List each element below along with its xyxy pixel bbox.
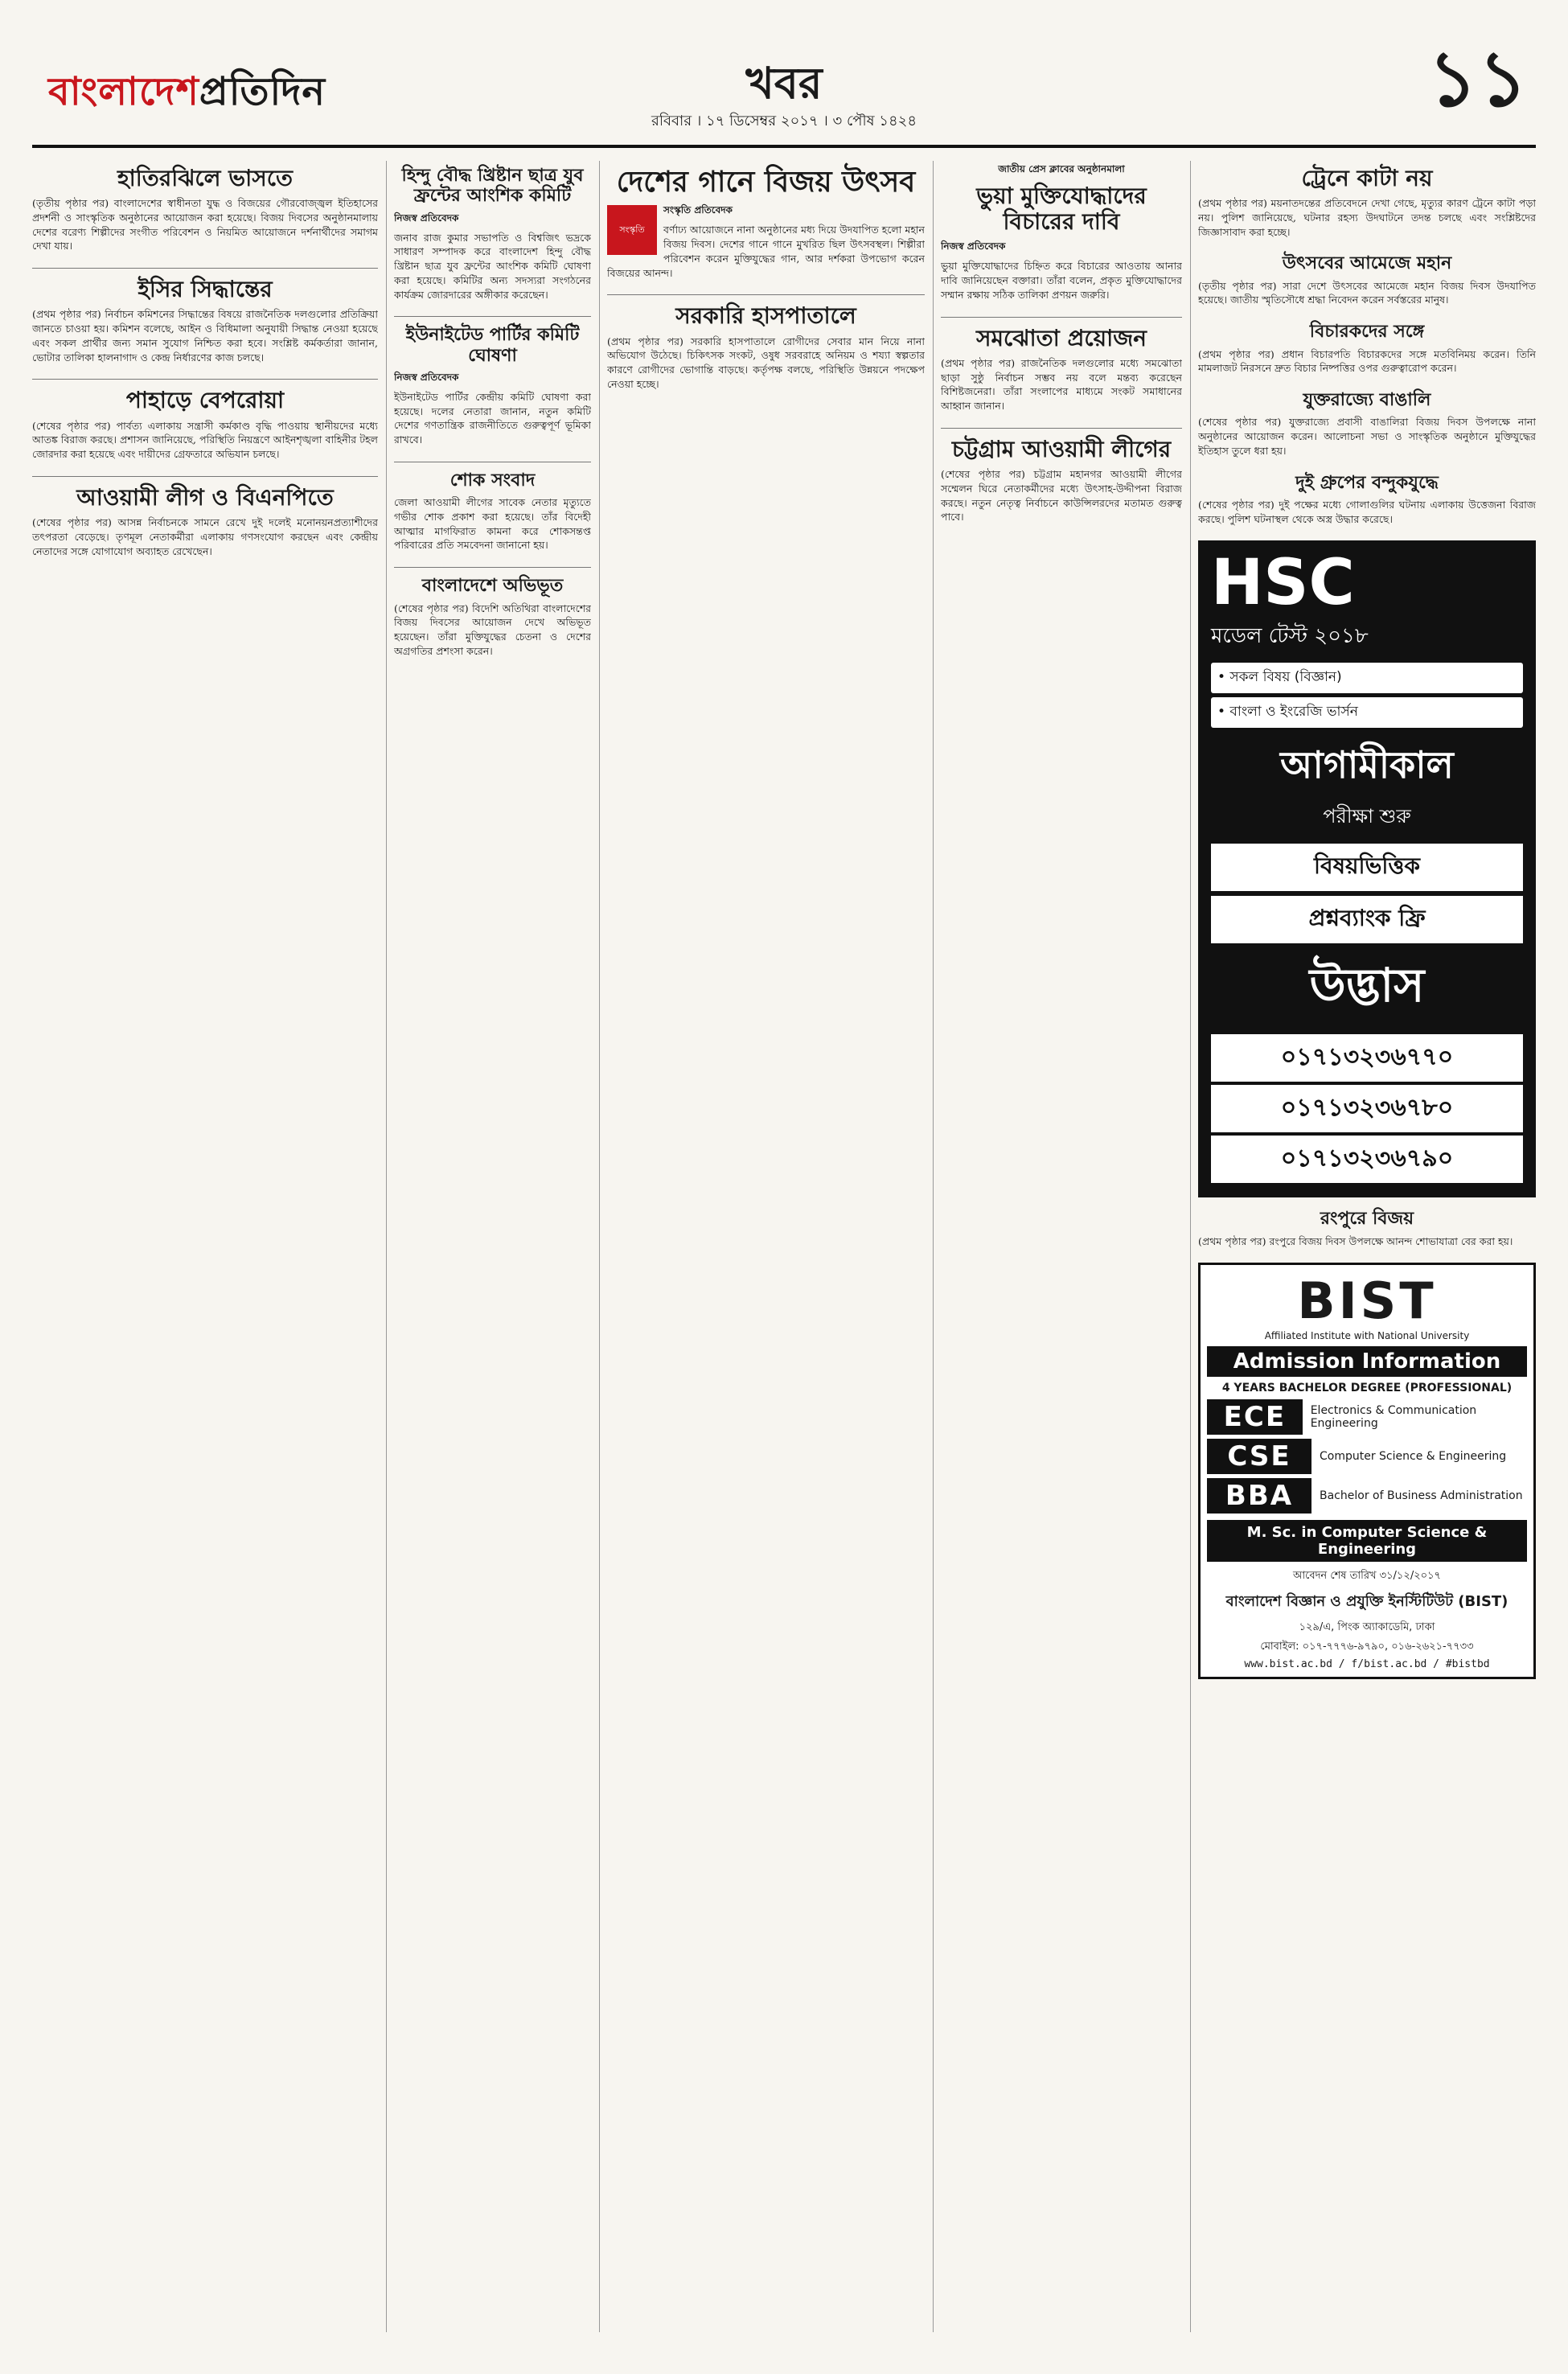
bist-logo-text: BIST	[1297, 1271, 1437, 1331]
article-body: (তৃতীয় পৃষ্ঠার পর) সারা দেশে উৎসবের আমেজে মহান বিজয় দিবস উদযাপিত হয়েছে। জাতীয় স্মৃতিসৌধে শ্রদ্ধা নিবেদন করেন সর্বস্তরের মানুষ।	[1198, 279, 1536, 306]
program-name: Bachelor of Business Administration	[1320, 1489, 1523, 1503]
column-3	[607, 161, 925, 2332]
column-divider	[599, 161, 600, 2332]
divider	[394, 316, 591, 317]
ad-phone[interactable]: ০১৭১৩২৩৬৭৯০	[1211, 1136, 1523, 1183]
bist-website-link[interactable]: www.bist.ac.bd / f/bist.ac.bd / #bistbd	[1244, 1658, 1490, 1671]
article-body: (তৃতীয় পৃষ্ঠার পর) বাংলাদেশের স্বাধীনতা যুদ্ধ ও বিজয়ের গৌরবোজ্জ্বল ইতিহাসের প্রদর্শনী ও সাংস্কৃতিক অনুষ্ঠানের আয়োজন করা হয়েছে। বিজয় দিবসের অনুষ্ঠানমালায় দেশের বরেণ্য শিল্পীদের সংগীত পরিবেশন ও নিয়মিত আয়োজনে দর্শনার্থীদের সমাগম দেখা যায়।	[32, 197, 378, 253]
ad-tomorrow: আগামীকাল	[1280, 743, 1454, 787]
program-code: ECE	[1207, 1399, 1303, 1435]
article-obituary	[394, 470, 591, 552]
ad-phone[interactable]: ০১৭১৩২৩৬৭৭০	[1211, 1034, 1523, 1082]
udvash-hsc-advertisement[interactable]	[1198, 540, 1536, 1197]
article-body: (প্রথম পৃষ্ঠার পর) প্রধান বিচারপতি বিচারকদের সঙ্গে মতবিনিময় করেন। তিনি মামলাজট নিরসনে দ্রুত বিচার নিষ্পত্তির ওপর গুরুত্বারোপ করেন।	[1198, 347, 1536, 375]
article-headline: হিন্দু বৌদ্ধ খ্রিষ্টান ছাত্র যুব ফ্রন্টের আংশিক কমিটি	[401, 165, 584, 207]
article-body: ভুয়া মুক্তিযোদ্ধাদের চিহ্নিত করে বিচারের আওতায় আনার দাবি জানিয়েছেন বক্তারা। তাঁরা বলেন, প্রকৃত মুক্তিযোদ্ধাদের সম্মান রক্ষায় সঠিক তালিকা প্রণয়ন জরুরি।	[941, 260, 1182, 301]
article-ctg-al	[941, 437, 1182, 524]
ad-exam-start: পরীক্ষা শুরু	[1323, 805, 1411, 828]
ad-phone[interactable]: ০১৭১৩২৩৬৭৮০	[1211, 1085, 1523, 1132]
article-victory-festival	[607, 166, 925, 280]
article-headline: পাহাড়ে বেপরোয়া	[125, 387, 285, 414]
article-minority-front	[394, 166, 591, 302]
article-uk-bangali	[1198, 390, 1536, 458]
article-headline: সরকারি হাসপাতালে	[675, 302, 856, 330]
article-byline: নিজস্ব প্রতিবেদক	[394, 212, 459, 224]
article-headline: ইউনাইটেড পার্টির কমিটি ঘোষণা	[405, 324, 580, 366]
article-headline: যুক্তরাজ্যে বাঙালি	[1303, 389, 1431, 411]
article-body: (শেষের পৃষ্ঠার পর) বিদেশি অতিথিরা বাংলাদেশের বিজয় দিবসের আয়োজন দেখে অভিভূত হয়েছেন। তাঁরা মুক্তিযুদ্ধের চেতনা ও দেশের অগ্রগতির প্রশংসা করেন।	[394, 602, 591, 657]
divider	[941, 428, 1182, 429]
column-divider	[386, 161, 387, 2332]
program-row	[1207, 1399, 1527, 1435]
article-body: (শেষের পৃষ্ঠার পর) দুই পক্ষের মধ্যে গোলাগুলির ঘটনায় এলাকায় উত্তেজনা বিরাজ করছে। পুলিশ ঘটনাস্থল থেকে অস্ত্র উদ্ধার করেছে।	[1198, 498, 1536, 525]
ad-title: HSC	[1211, 547, 1355, 620]
divider	[607, 294, 925, 295]
bist-address: ১২৯/এ, পিংক অ্যাকাডেমি, ঢাকা	[1299, 1621, 1435, 1634]
ad-qbank-label: বিষয়ভিত্তিক	[1211, 844, 1523, 891]
ad-org-name: উদ্ভাস	[1309, 958, 1425, 1013]
article-judges	[1198, 322, 1536, 376]
bist-deadline: আবেদন শেষ তারিখ ৩১/১২/২০১৭	[1292, 1570, 1441, 1583]
article-headline: উৎসবের আমেজে মহান	[1282, 253, 1452, 274]
ad-feature: • সকল বিষয় (বিজ্ঞান)	[1211, 663, 1523, 693]
column-5	[1198, 161, 1536, 2332]
program-row	[1207, 1478, 1527, 1514]
article-body: (শেষের পৃষ্ঠার পর) পার্বত্য এলাকায় সন্ত্রাসী কর্মকাণ্ড বৃদ্ধি পাওয়ায় স্থানীয়দের মধ্যে আতঙ্ক বিরাজ করছে। প্রশাসন জানিয়েছে, পরিস্থিতি নিয়ন্ত্রণে আইনশৃঙ্খলা বাহিনীর টহল জোরদার করা হয়েছে এবং দায়ীদের গ্রেফতারে অভিযান চলছে।	[32, 419, 378, 461]
program-name: Computer Science & Engineering	[1320, 1450, 1507, 1464]
column-divider	[1190, 161, 1191, 2332]
article-headline: ইসির সিদ্ধান্তের	[138, 276, 273, 303]
section-logo: সংস্কৃতি	[607, 205, 657, 255]
article-hill-tracts	[32, 388, 378, 461]
divider	[941, 317, 1182, 318]
article-body: বর্ণাঢ্য আয়োজনে নানা অনুষ্ঠানের মধ্য দিয়ে উদযাপিত হলো মহান বিজয় দিবস। দেশের গানে গানে মুখরিত ছিল উৎসবস্থল। শিল্পীরা পরিবেশন করেন মুক্তিযুদ্ধের গান, আর দর্শকরা উপভোগ করেন বিজয়ের আনন্দ।	[607, 224, 925, 279]
bist-mobile[interactable]: মোবাইল: ০১৭-৭৭৭৬-৯৭৯০, ০১৬-২৬২১-৭৭৩৩	[1260, 1641, 1474, 1653]
ad-qbank-free: প্রশ্নব্যাংক ফ্রি	[1211, 896, 1523, 943]
article-train	[1198, 166, 1536, 239]
article-body: জেলা আওয়ামী লীগের সাবেক নেতার মৃত্যুতে গভীর শোক প্রকাশ করা হয়েছে। তাঁর বিদেহী আত্মার মাগফিরাত কামনা করে শোকসন্তপ্ত পরিবারের প্রতি সমবেদনা জানানো হয়।	[394, 496, 591, 552]
column-1	[32, 161, 378, 2332]
article-body: ইউনাইটেড পার্টির কেন্দ্রীয় কমিটি ঘোষণা করা হয়েছে। দলের নেতারা জানান, নতুন কমিটি দেশের গণতান্ত্রিক রাজনীতিতে গুরুত্বপূর্ণ ভূমিকা রাখবে।	[394, 390, 591, 446]
dateline: রবিবার । ১৭ ডিসেম্বর ২০১৭ । ৩ পৌষ ১৪২৪	[651, 113, 917, 129]
program-row	[1207, 1439, 1527, 1474]
article-al-bnp	[32, 485, 378, 558]
article-headline: বিচারকদের সঙ্গে	[1309, 321, 1425, 343]
section-title: খবর	[745, 57, 823, 109]
divider	[32, 379, 378, 380]
article-headline: ভুয়া মুক্তিযোদ্ধাদের বিচারের দাবি	[976, 183, 1147, 236]
article-hatirjheel	[32, 166, 378, 253]
bist-admission-advertisement[interactable]	[1198, 1263, 1536, 1679]
article-headline: শোক সংবাদ	[449, 469, 536, 491]
article-headline: রংপুরে বিজয়	[1320, 1208, 1414, 1230]
ad-subtitle: মডেল টেস্ট ২০১৮	[1211, 624, 1369, 649]
article-headline: দুই গ্রুপের বন্দুকযুদ্ধে	[1295, 471, 1439, 493]
article-body: (প্রথম পৃষ্ঠার পর) ময়নাতদন্তের প্রতিবেদনে দেখা গেছে, মৃত্যুর কারণ ট্রেনে কাটা পড়া নয়। পুলিশ জানিয়েছে, ঘটনার রহস্য উদঘাটনে তদন্ত চলছে এবং সংশ্লিষ্টদের জিজ্ঞাসাবাদ করা হচ্ছে।	[1198, 197, 1536, 238]
article-body: জনাব রাজ কুমার সভাপতি ও বিশ্বজিৎ ভদ্রকে সাধারণ সম্পাদক করে বাংলাদেশ হিন্দু বৌদ্ধ খ্রিষ্টান ছাত্র যুব ফ্রন্টের আংশিক কমিটি ঘোষণা করা হয়েছে। কমিটির অন্য সদস্যরা সংগঠনের কার্যক্রম জোরদারের অঙ্গীকার করেছেন।	[394, 231, 591, 301]
article-headline: ট্রেনে কাটা নয়	[1301, 165, 1433, 191]
program-code: CSE	[1207, 1439, 1311, 1474]
column-4	[941, 161, 1182, 2332]
brand-part2: প্রতিদিন	[199, 69, 326, 114]
column-divider	[933, 161, 934, 2332]
bist-admission: Admission Information	[1207, 1346, 1527, 1377]
article-bangladesh-impressed	[394, 576, 591, 658]
article-body: (প্রথম পৃষ্ঠার পর) রাজনৈতিক দলগুলোর মধ্যে সমঝোতা ছাড়া সুষ্ঠু নির্বাচন সম্ভব নয় বলে মন্তব্য করেছেন বিশিষ্টজনেরা। তাঁরা সংলাপের মাধ্যমে সংকট সমাধানের আহ্বান জানান।	[941, 356, 1182, 413]
article-consensus	[941, 326, 1182, 413]
article-body: (শেষের পৃষ্ঠার পর) যুক্তরাজ্যে প্রবাসী বাঙালিরা বিজয় দিবস উপলক্ষে নানা অনুষ্ঠানের আয়োজন করেন। আলোচনা সভা ও সাংস্কৃতিক অনুষ্ঠানে মুক্তিযুদ্ধের ইতিহাস তুলে ধরা হয়।	[1198, 416, 1536, 457]
article-headline: দেশের গানে বিজয় উৎসব	[616, 165, 916, 199]
article-body: (শেষের পৃষ্ঠার পর) আসন্ন নির্বাচনকে সামনে রেখে দুই দলেই মনোনয়নপ্রত্যাশীদের তৎপরতা বেড়েছে। তৃণমূল নেতাকর্মীরা এলাকায় গণসংযোগ করছেন এবং কেন্দ্রীয় নেতাদের সঙ্গে যোগাযোগ অব্যাহত রেখেছেন।	[32, 516, 378, 557]
article-kicker: জাতীয় প্রেস ক্লাবের অনুষ্ঠানমালা	[998, 163, 1125, 175]
article-ec-decision	[32, 277, 378, 364]
article-body: (প্রথম পৃষ্ঠার পর) রংপুরে বিজয় দিবস উপলক্ষে আনন্দ শোভাযাত্রা বের করা হয়।	[1198, 1234, 1513, 1247]
article-united-party	[394, 325, 591, 447]
column-2	[394, 161, 591, 2332]
article-byline: নিজস্ব প্রতিবেদক	[394, 371, 459, 383]
article-rangpur	[1198, 1209, 1536, 1248]
article-govt-hospital	[607, 303, 925, 391]
article-headline: আওয়ামী লীগ ও বিএনপিতে	[76, 483, 334, 511]
article-headline: হাতিরঝিলে ভাসতে	[117, 165, 293, 191]
article-festive-mood	[1198, 253, 1536, 307]
divider	[394, 567, 591, 568]
article-gunfight	[1198, 473, 1536, 527]
bist-full-name: বাংলাদেশ বিজ্ঞান ও প্রযুক্তি ইনস্টিটিউট (BIST)	[1225, 1593, 1508, 1611]
ad-feature: • বাংলা ও ইংরেজি ভার্সন	[1211, 697, 1523, 728]
article-body: (প্রথম পৃষ্ঠার পর) সরকারি হাসপাতালে রোগীদের সেবার মান নিয়ে নানা অভিযোগ উঠেছে। চিকিৎসক সংকট, ওষুধ সরবরাহে অনিয়ম ও শয্যা স্বল্পতার কারণে রোগীদের ভোগান্তি বাড়ছে। কর্তৃপক্ষ বলছে, পরিস্থিতি উন্নয়নে পদক্ষেপ নেওয়া হচ্ছে।	[607, 335, 925, 390]
article-headline: চট্টগ্রাম আওয়ামী লীগের	[951, 435, 1172, 462]
article-byline: নিজস্ব প্রতিবেদক	[941, 240, 1006, 253]
divider	[32, 476, 378, 477]
bist-affiliation: Affiliated Institute with National University	[1264, 1330, 1470, 1342]
article-body: (প্রথম পৃষ্ঠার পর) নির্বাচন কমিশনের সিদ্ধান্তের বিষয়ে রাজনৈতিক দলগুলোর প্রতিক্রিয়া জানতে চাওয়া হয়। কমিশন বলেছে, আইন ও বিধিমালা অনুযায়ী সিদ্ধান্ত নেওয়া হয়েছে এবং সকল প্রার্থীর জন্য সমান সুযোগ নিশ্চিত করা হবে। সংশ্লিষ্ট কর্মকর্তারা জানান, ভোটার তালিকা হালনাগাদ ও কেন্দ্র নির্ধারণের কাজ চলছে।	[32, 308, 378, 363]
page-number: ১১	[1427, 33, 1528, 124]
bist-degree: 4 YEARS BACHELOR DEGREE (PROFESSIONAL)	[1221, 1382, 1513, 1395]
divider	[32, 268, 378, 269]
article-byline: সংস্কৃতি প্রতিবেদক	[663, 204, 733, 216]
brand-part1: বাংলাদেশ	[48, 69, 199, 114]
article-body: (শেষের পৃষ্ঠার পর) চট্টগ্রাম মহানগর আওয়ামী লীগের সম্মেলন ঘিরে নেতাকর্মীদের মধ্যে উৎসাহ-উদ্দীপনা বিরাজ করছে। নতুন নেতৃত্ব নির্বাচনে কাউন্সিলরদের মতামত গুরুত্ব পাবে।	[941, 468, 1182, 524]
article-headline: সমঝোতা প্রয়োজন	[975, 324, 1147, 351]
article-headline: বাংলাদেশে অভিভূত	[421, 575, 564, 597]
masthead	[32, 32, 1536, 148]
program-name: Electronics & Communication Engineering	[1310, 1404, 1477, 1431]
article-fake-freedom-fighters	[941, 162, 1182, 302]
program-code: BBA	[1207, 1478, 1311, 1514]
bist-msc: M. Sc. in Computer Science & Engineering	[1207, 1520, 1527, 1562]
